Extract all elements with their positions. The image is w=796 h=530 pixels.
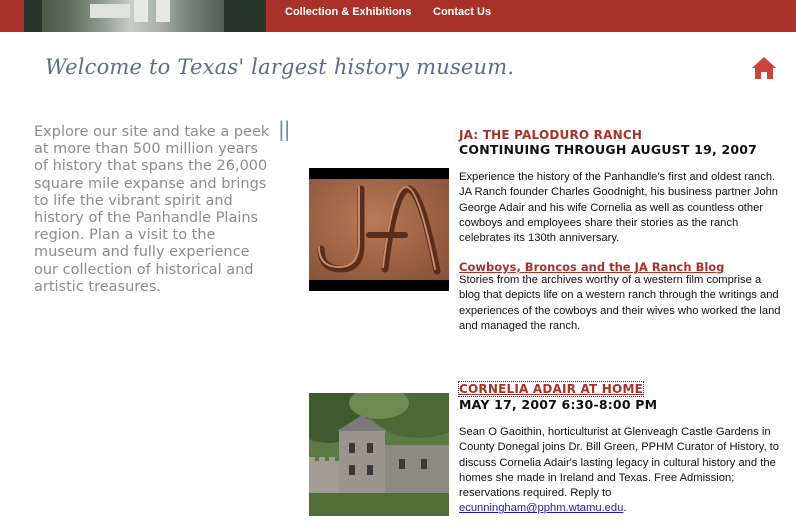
banner-building [134, 0, 148, 22]
blog-description: Stories from the archives worthy of a western film comprise a blog that depicts life on a western ranch through the writings and experiences of the cowboys and their wives who worked the land and managed the ranch. [459, 274, 781, 332]
ja-brand-mark [309, 179, 449, 280]
banner-building [90, 4, 130, 18]
event-description [459, 425, 781, 517]
email-link[interactable]: ecunningham@pphm.wtamu.edu [459, 502, 624, 515]
intro-text: Explore our site and take a peek at more than 500 million years of history that spans the 26,000 square mile expanse and brings to life the vibrant spirit and history of the Panhandle Plains region. Plan a visit to the museum and fully experience our collection of historical and artistic treasures. [34, 124, 270, 295]
event-description: Experience the history of the Panhandle's first and oldest ranch. JA Ranch founder Charles Goodnight, his business partner John George Adair and his wife Cornelia as well as countless other cowboys and employees share their stories as the ranch celebrates its 130th anniversary. [459, 171, 779, 245]
event-description-end: . [623, 502, 627, 515]
ja-ranch-logo-image [309, 168, 449, 291]
column-divider: || [278, 117, 290, 141]
home-icon[interactable] [751, 56, 777, 80]
event-date: MAY 17, 2007 6:30-8:00 PM [459, 397, 658, 412]
event-title: JA: THE PALODURO RANCH [459, 128, 643, 142]
nav-contact-us[interactable]: Contact Us [433, 6, 492, 18]
banner-trees [224, 0, 266, 32]
nav-collection-exhibitions[interactable]: Collection & Exhibitions [285, 6, 412, 18]
event-date: CONTINUING THROUGH AUGUST 19, 2007 [459, 142, 758, 157]
banner-trees [24, 0, 42, 32]
banner-building [156, 0, 170, 22]
top-navigation-bar [0, 0, 796, 32]
cornelia-adair-event-link[interactable]: CORNELIA ADAIR AT HOME [459, 382, 643, 396]
glenveagh-castle-photo [309, 393, 449, 516]
banner-photo [24, 0, 266, 32]
event-description-text: Sean O Gaoithin, horticulturist at Glenveagh Castle Gardens in County Donegal joins Dr. Bill Green, PPHM Curator of History, to discuss Cornelia Adair's lasting legacy in cultural history and the homes she made in Ireland and Texas. Free Admission; reservations required. Reply to [459, 426, 780, 500]
ja-ranch-blog-link[interactable]: Cowboys, Broncos and the JA Ranch Blog [459, 260, 725, 274]
castle-illustration [309, 393, 449, 516]
welcome-heading: Welcome to Texas' largest history museum. [45, 55, 515, 79]
